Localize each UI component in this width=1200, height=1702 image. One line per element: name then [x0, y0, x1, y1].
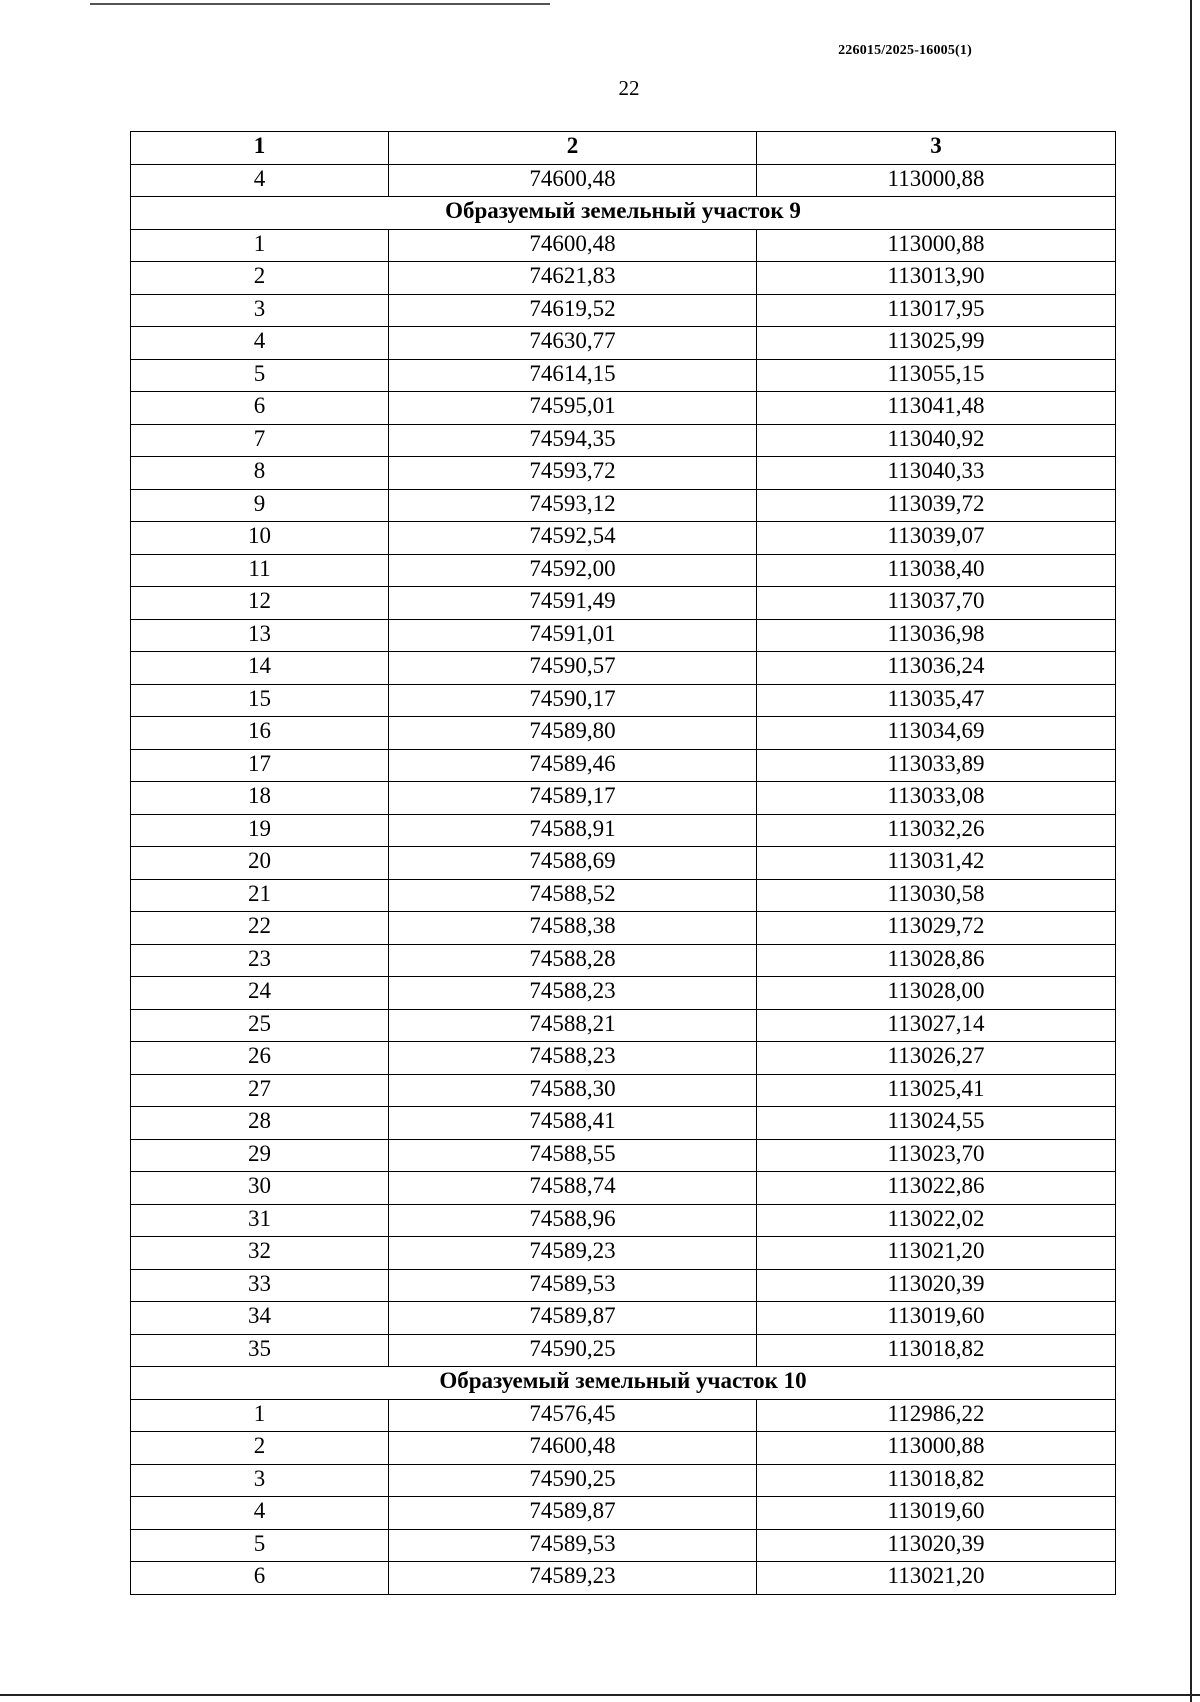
column-header: 1 [131, 132, 389, 165]
x-coordinate-cell: 74589,23 [389, 1562, 757, 1595]
y-coordinate-cell: 113031,42 [757, 847, 1116, 880]
x-coordinate-cell: 74589,17 [389, 782, 757, 815]
table-row [131, 294, 1116, 327]
y-coordinate-cell: 113023,70 [757, 1139, 1116, 1172]
x-coordinate-cell: 74589,46 [389, 749, 757, 782]
point-number-cell: 28 [131, 1107, 389, 1140]
table-header-row [131, 132, 1116, 165]
point-number-cell: 6 [131, 392, 389, 425]
y-coordinate-cell: 113040,92 [757, 424, 1116, 457]
x-coordinate-cell: 74590,25 [389, 1334, 757, 1367]
table-row [131, 619, 1116, 652]
table-row [131, 587, 1116, 620]
point-number-cell: 34 [131, 1302, 389, 1335]
point-number-cell: 5 [131, 359, 389, 392]
coordinates-table [130, 131, 1116, 1595]
point-number-cell: 31 [131, 1204, 389, 1237]
point-number-cell: 30 [131, 1172, 389, 1205]
x-coordinate-cell: 74600,48 [389, 229, 757, 262]
x-coordinate-cell: 74589,87 [389, 1302, 757, 1335]
x-coordinate-cell: 74593,72 [389, 457, 757, 490]
point-number-cell: 22 [131, 912, 389, 945]
y-coordinate-cell: 113035,47 [757, 684, 1116, 717]
point-number-cell: 25 [131, 1009, 389, 1042]
y-coordinate-cell: 113019,60 [757, 1302, 1116, 1335]
x-coordinate-cell: 74589,53 [389, 1529, 757, 1562]
point-number-cell: 24 [131, 977, 389, 1010]
y-coordinate-cell: 113021,20 [757, 1562, 1116, 1595]
x-coordinate-cell: 74589,53 [389, 1269, 757, 1302]
table-row [131, 847, 1116, 880]
table-row [131, 749, 1116, 782]
table-row [131, 1237, 1116, 1270]
point-number-cell: 23 [131, 944, 389, 977]
table-row [131, 554, 1116, 587]
section-row [131, 1367, 1116, 1400]
y-coordinate-cell: 113034,69 [757, 717, 1116, 750]
x-coordinate-cell: 74588,23 [389, 1042, 757, 1075]
table-row [131, 912, 1116, 945]
x-coordinate-cell: 74630,77 [389, 327, 757, 360]
y-coordinate-cell: 113022,02 [757, 1204, 1116, 1237]
x-coordinate-cell: 74576,45 [389, 1399, 757, 1432]
point-number-cell: 2 [131, 1432, 389, 1465]
x-coordinate-cell: 74588,69 [389, 847, 757, 880]
point-number-cell: 19 [131, 814, 389, 847]
x-coordinate-cell: 74621,83 [389, 262, 757, 295]
x-coordinate-cell: 74588,91 [389, 814, 757, 847]
table-row [131, 652, 1116, 685]
x-coordinate-cell: 74588,52 [389, 879, 757, 912]
point-number-cell: 18 [131, 782, 389, 815]
x-coordinate-cell: 74588,55 [389, 1139, 757, 1172]
y-coordinate-cell: 113033,89 [757, 749, 1116, 782]
point-number-cell: 13 [131, 619, 389, 652]
table-row [131, 1399, 1116, 1432]
y-coordinate-cell: 113025,99 [757, 327, 1116, 360]
point-number-cell: 15 [131, 684, 389, 717]
point-number-cell: 35 [131, 1334, 389, 1367]
table-row [131, 522, 1116, 555]
y-coordinate-cell: 113027,14 [757, 1009, 1116, 1042]
y-coordinate-cell: 113039,07 [757, 522, 1116, 555]
y-coordinate-cell: 113018,82 [757, 1334, 1116, 1367]
y-coordinate-cell: 113036,98 [757, 619, 1116, 652]
x-coordinate-cell: 74588,41 [389, 1107, 757, 1140]
table-row [131, 1139, 1116, 1172]
point-number-cell: 1 [131, 229, 389, 262]
table-row [131, 1269, 1116, 1302]
x-coordinate-cell: 74588,21 [389, 1009, 757, 1042]
table-row [131, 424, 1116, 457]
y-coordinate-cell: 113032,26 [757, 814, 1116, 847]
y-coordinate-cell: 113040,33 [757, 457, 1116, 490]
point-number-cell: 4 [131, 327, 389, 360]
x-coordinate-cell: 74590,17 [389, 684, 757, 717]
y-coordinate-cell: 113000,88 [757, 229, 1116, 262]
y-coordinate-cell: 113018,82 [757, 1464, 1116, 1497]
y-coordinate-cell: 113020,39 [757, 1529, 1116, 1562]
x-coordinate-cell: 74619,52 [389, 294, 757, 327]
table-row [131, 1334, 1116, 1367]
y-coordinate-cell: 113000,88 [757, 1432, 1116, 1465]
point-number-cell: 8 [131, 457, 389, 490]
table-row [131, 392, 1116, 425]
point-number-cell: 17 [131, 749, 389, 782]
point-number-cell: 5 [131, 1529, 389, 1562]
point-number-cell: 14 [131, 652, 389, 685]
table-row [131, 879, 1116, 912]
table-row [131, 1529, 1116, 1562]
x-coordinate-cell: 74589,23 [389, 1237, 757, 1270]
y-coordinate-cell: 113022,86 [757, 1172, 1116, 1205]
x-coordinate-cell: 74588,96 [389, 1204, 757, 1237]
x-coordinate-cell: 74590,57 [389, 652, 757, 685]
y-coordinate-cell: 113038,40 [757, 554, 1116, 587]
y-coordinate-cell: 113037,70 [757, 587, 1116, 620]
y-coordinate-cell: 113028,86 [757, 944, 1116, 977]
x-coordinate-cell: 74593,12 [389, 489, 757, 522]
y-coordinate-cell: 113026,27 [757, 1042, 1116, 1075]
table-row [131, 944, 1116, 977]
point-number-cell: 16 [131, 717, 389, 750]
point-number-cell: 11 [131, 554, 389, 587]
column-header: 3 [757, 132, 1116, 165]
y-coordinate-cell: 113024,55 [757, 1107, 1116, 1140]
point-number-cell: 12 [131, 587, 389, 620]
y-coordinate-cell: 113033,08 [757, 782, 1116, 815]
column-header: 2 [389, 132, 757, 165]
table-body [131, 164, 1116, 1594]
x-coordinate-cell: 74588,74 [389, 1172, 757, 1205]
table-row [131, 457, 1116, 490]
x-coordinate-cell: 74591,01 [389, 619, 757, 652]
section-title: Образуемый земельный участок 10 [131, 1367, 1116, 1400]
y-coordinate-cell: 113039,72 [757, 489, 1116, 522]
table-row [131, 1562, 1116, 1595]
point-number-cell: 20 [131, 847, 389, 880]
y-coordinate-cell: 113013,90 [757, 262, 1116, 295]
page-edge-bottom [0, 1694, 1200, 1702]
point-number-cell: 10 [131, 522, 389, 555]
table-row [131, 262, 1116, 295]
y-coordinate-cell: 113055,15 [757, 359, 1116, 392]
y-coordinate-cell: 113030,58 [757, 879, 1116, 912]
table-row [131, 327, 1116, 360]
table-row [131, 1497, 1116, 1530]
point-number-cell: 4 [131, 164, 389, 197]
y-coordinate-cell: 113029,72 [757, 912, 1116, 945]
x-coordinate-cell: 74592,54 [389, 522, 757, 555]
point-number-cell: 9 [131, 489, 389, 522]
table-row [131, 1432, 1116, 1465]
table-row [131, 1107, 1116, 1140]
y-coordinate-cell: 113019,60 [757, 1497, 1116, 1530]
table-row [131, 229, 1116, 262]
document-number: 226015/2025-16005(1) [838, 43, 972, 58]
y-coordinate-cell: 113000,88 [757, 164, 1116, 197]
x-coordinate-cell: 74588,38 [389, 912, 757, 945]
point-number-cell: 3 [131, 1464, 389, 1497]
y-coordinate-cell: 112986,22 [757, 1399, 1116, 1432]
point-number-cell: 4 [131, 1497, 389, 1530]
table-row [131, 1042, 1116, 1075]
point-number-cell: 7 [131, 424, 389, 457]
y-coordinate-cell: 113020,39 [757, 1269, 1116, 1302]
point-number-cell: 27 [131, 1074, 389, 1107]
table-row [131, 1302, 1116, 1335]
y-coordinate-cell: 113021,20 [757, 1237, 1116, 1270]
point-number-cell: 32 [131, 1237, 389, 1270]
x-coordinate-cell: 74594,35 [389, 424, 757, 457]
point-number-cell: 6 [131, 1562, 389, 1595]
point-number-cell: 26 [131, 1042, 389, 1075]
table-row [131, 1464, 1116, 1497]
y-coordinate-cell: 113028,00 [757, 977, 1116, 1010]
table-row [131, 782, 1116, 815]
x-coordinate-cell: 74590,25 [389, 1464, 757, 1497]
x-coordinate-cell: 74588,28 [389, 944, 757, 977]
point-number-cell: 29 [131, 1139, 389, 1172]
table-row [131, 717, 1116, 750]
x-coordinate-cell: 74614,15 [389, 359, 757, 392]
x-coordinate-cell: 74589,80 [389, 717, 757, 750]
section-title: Образуемый земельный участок 9 [131, 197, 1116, 230]
x-coordinate-cell: 74588,23 [389, 977, 757, 1010]
table-row [131, 1172, 1116, 1205]
table-row [131, 164, 1116, 197]
y-coordinate-cell: 113017,95 [757, 294, 1116, 327]
x-coordinate-cell: 74600,48 [389, 164, 757, 197]
y-coordinate-cell: 113025,41 [757, 1074, 1116, 1107]
point-number-cell: 33 [131, 1269, 389, 1302]
x-coordinate-cell: 74591,49 [389, 587, 757, 620]
y-coordinate-cell: 113036,24 [757, 652, 1116, 685]
page-edge-right [1190, 0, 1200, 1702]
table-row [131, 977, 1116, 1010]
point-number-cell: 1 [131, 1399, 389, 1432]
x-coordinate-cell: 74588,30 [389, 1074, 757, 1107]
x-coordinate-cell: 74595,01 [389, 392, 757, 425]
table-row [131, 1009, 1116, 1042]
y-coordinate-cell: 113041,48 [757, 392, 1116, 425]
point-number-cell: 21 [131, 879, 389, 912]
point-number-cell: 2 [131, 262, 389, 295]
table-row [131, 1074, 1116, 1107]
table-row [131, 1204, 1116, 1237]
table-row [131, 489, 1116, 522]
x-coordinate-cell: 74589,87 [389, 1497, 757, 1530]
scan-artifact-line [90, 3, 550, 5]
x-coordinate-cell: 74600,48 [389, 1432, 757, 1465]
table-row [131, 814, 1116, 847]
table-row [131, 359, 1116, 392]
page-number: 22 [618, 76, 640, 100]
point-number-cell: 3 [131, 294, 389, 327]
table-row [131, 684, 1116, 717]
x-coordinate-cell: 74592,00 [389, 554, 757, 587]
section-row [131, 197, 1116, 230]
